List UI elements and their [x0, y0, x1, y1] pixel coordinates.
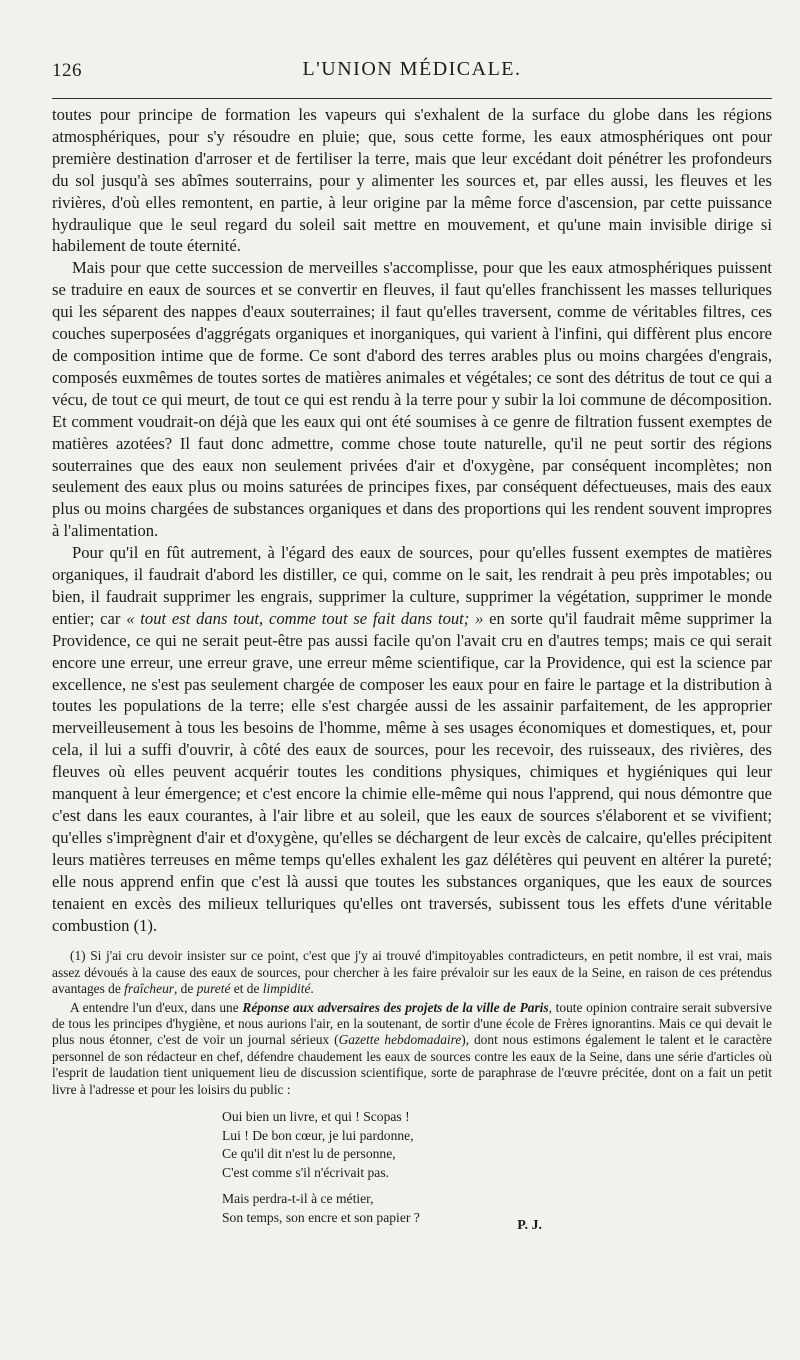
page-header: [52, 56, 772, 86]
header-rule: [52, 98, 772, 99]
footnote-2-cited-title: Réponse aux adversaires des projets de la ville de Paris: [242, 999, 549, 1015]
verse-line: Lui ! De bon cœur, je lui pardonne,: [222, 1127, 414, 1143]
verse-line: Oui bien un livre, et qui ! Scopas !: [222, 1109, 410, 1125]
stanza-1: [222, 1108, 772, 1182]
paragraph-3-part-a: Pour qu'il en fût autrement, à l'égard des eaux de sources, pour qu'elles fussent exemptes de matières organiques, il faudrait d'abord les distiller, ce qui, comme on le sait, les rendrait à peu près impotables; ou bien, il faudrait supprimer les engrais, supprimer la culture, supprimer la végétation, supprimer le monde entier; car: [52, 543, 772, 628]
footnote-2-text-b: , toute opinion contraire serait subversive de tous les principes d'hygiène, et nous aurions l'air, en la soutenant, de sortir d'une école de Frères ignorantins. Mais ce qui devait le plus nous étonner, c'est de voir un journal sérieux (: [52, 999, 772, 1048]
footnotes: [52, 948, 772, 1234]
signature: P. J.: [517, 1217, 542, 1233]
verse-line: Mais perdra-t-il à ce métier,: [222, 1191, 374, 1207]
footnote-2-journal: Gazette hebdomadaire: [338, 1032, 462, 1048]
footnote-1: [52, 948, 772, 997]
verse-line: C'est comme s'il n'écrivait pas.: [222, 1164, 390, 1180]
footnote-2: [52, 1000, 772, 1098]
paragraph-1: toutes pour principe de formation les vapeurs qui s'exhalent de la surface du globe dans les régions atmosphériques, pour s'y résoudre en pluie; que, sous cette forme, les eaux atmosphériques ont pour première destination d'arroser et de fertiliser la terre, mais que leur excédant doit pénétrer les profondeurs du sol jusqu'à ses abîmes souterrains, pour y alimenter les sources et, par elles aussi, les fleuves et les rivières, d'où elles remontent, en partie, à leur origine par la même force d'ascension, par cette puissance hydraulique que le seul regard du soleil sait mettre en mouvement, et qu'une main invisible dirige si habilement de toute éternité.: [52, 105, 772, 256]
footnote-2-text-c: ), dont nous estimons également le talent et le caractère personnel de son rédacteur en chef, défendre chaudement les eaux de sources contre les eaux de la Seine, dans une série d'articles où l'esprit de laudation tient uniquement lieu de discussion scientifique, sorte de paraphrase de l'œuvre précitée, dont on a fait un petit livre à l'adresse et pour les loisirs du public :: [52, 1032, 772, 1097]
paragraph-2: Mais pour que cette succession de merveilles s'accomplisse, pour que les eaux atmosphériques puissent se traduire en eaux de sources et se convertir en fleuves, il faut qu'elles franchissent les masses telluriques qui les séparent des nappes d'eaux souterraines; il faut qu'elles traversent, comme de véritables filtres, ces couches superposées d'aggrégats organiques et inorganiques, qui varient à l'infini, qui diffèrent plus encore de composition intime que de forme. Ce sont d'abord des terres arables plus ou moins chargées d'engrais, composés euxmêmes de toutes sortes de matières animales et végétales; ce sont des détritus de tout ce qui a vécu, de tout ce qui meurt, de tout ce qui est rendu à la terre pour y subir la loi commune de décomposition. Et comment voudrait-on déjà que les eaux qui ont été soumises à ce genre de filtration fussent exemptes de matières azotées? Il faut donc admettre, comme chose toute naturelle, qu'il ne peut sortir des régions souterraines que des eaux non seulement privées d'air et d'oxygène, par conséquent incomplètes; non seulement des eaux plus ou moins saturées de principes fixes, par conséquent défectueuses, mais des eaux plus ou moins chargées de substances organiques et dans des proportions qui les rendent souvent impropres à l'alimentation.: [52, 258, 772, 541]
footnote-1-emph-purete: pureté: [196, 981, 231, 997]
verse-line: Ce qu'il dit n'est lu de personne,: [222, 1146, 396, 1162]
verse-quotation: [222, 1108, 772, 1228]
paragraph-3: [52, 542, 772, 936]
footnote-2-text-a: A entendre l'un d'eux, dans une: [70, 999, 239, 1015]
footnote-1-text-c: et de: [233, 981, 260, 997]
footnote-1-emph-fraicheur: fraîcheur: [124, 981, 174, 997]
paragraph-3-part-b: en sorte qu'il faudrait même supprimer la Providence, ce qui ne serait peut-être pas aussi facile qu'on l'avait cru en d'autres temps; mais ce qui serait encore une erreur, une erreur grave, une erreur même scientifique, car la Providence, qui est la science par excellence, ne s'est pas seulement chargée de composer les eaux pour en faire le partage et la distribution à toutes les populations de la terre; elle s'est chargée aussi de les assainir parfaitement, de les approprier merveilleusement à tous les besoins de l'homme, même à ses usages économiques et domestiques, et, pour cela, il lui a suffi d'ouvrir, à côté des eaux de sources, pour les recevoir, des ruisseaux, des rivières, des fleuves où elles peuvent acquérir toutes les conditions physiques, chimiques et hygiéniques qui leur manquent à leur émergence; et c'est encore la chimie elle-même qui nous l'apprend, qui nous démontre que c'est dans les eaux courantes, à l'air libre et au soleil, que les eaux de sources s'élaborent et se vivifient; qu'elles s'imprègnent d'air et d'oxygène, qu'elles se déchargent de leur excès de calcaire, qu'elles précipitent leurs matières terreuses en même temps qu'elles exhalent les gaz délétères qui peuvent en altérer la pureté; elle nous apprend enfin que c'est là aussi que toutes les substances organiques, que les eaux de sources tenaient en excès des milieux telluriques qu'elles ont traversés, subissent tous les effets d'une véritable combustion (1).: [52, 608, 772, 935]
running-title: L'UNION MÉDICALE.: [302, 58, 522, 80]
footnote-1-text-a: (1) Si j'ai cru devoir insister sur ce point, c'est que j'y ai trouvé d'impitoyables contradicteurs, en petit nombre, il est vrai, mais assez dévoués à la cause des eaux de sources, pour chercher à les faire prévaloir sur les eaux de la Seine, en raison de ces prétendus avantages de: [52, 948, 772, 997]
verse-line: Son temps, son encre et son papier ?: [222, 1210, 420, 1226]
main-text: [52, 104, 772, 1234]
footnote-1-text-d: .: [310, 981, 314, 997]
page-number: 126: [52, 60, 82, 81]
footnote-1-emph-limpidite: limpidité: [262, 981, 311, 997]
footnote-1-text-b: , de: [173, 981, 194, 997]
quotation: « tout est dans tout, comme tout se fait dans tout; »: [126, 608, 484, 628]
